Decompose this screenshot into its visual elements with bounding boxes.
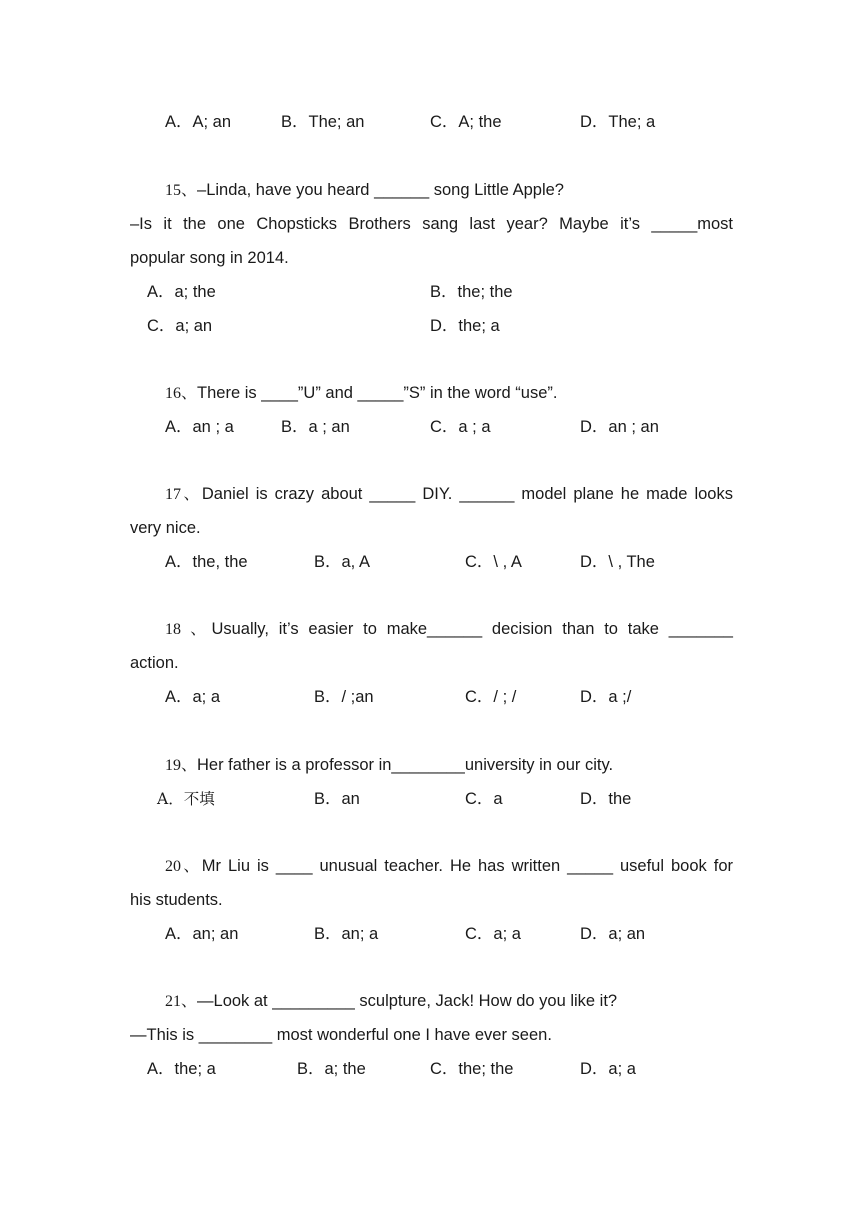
q18-option-c: C．/ ; /	[465, 688, 517, 706]
q21-stem-line1	[165, 991, 617, 1012]
q14-option-b: B．The; an	[281, 113, 365, 131]
q15-number: 15、	[165, 182, 198, 199]
q17-option-d: D．\ , The	[580, 553, 655, 571]
q17-text-1: Daniel is crazy about _____ DIY. ______ model plane he made looks	[201, 485, 733, 503]
q18-text-1: Usually, it’s easier to make______ decision than to take _______	[211, 620, 733, 638]
q20-stem-line2: his students.	[130, 891, 223, 909]
q16-number: 16、	[165, 385, 198, 402]
q18-option-d: D．a ;/	[580, 688, 632, 706]
q18-option-b: B．/ ;an	[314, 688, 374, 706]
q14-option-d: D．The; a	[580, 113, 656, 131]
q17-option-b: B．a, A	[314, 553, 370, 571]
q17-stem-line1	[165, 484, 733, 505]
q15-stem-line1	[165, 180, 564, 201]
q16-option-a: A．an ; a	[165, 418, 234, 436]
q17-option-c: C．\ , A	[465, 553, 522, 571]
q17-option-a: A．the, the	[165, 553, 248, 571]
q18-number: 18 、	[165, 621, 212, 638]
q15-text-1: –Linda, have you heard ______ song Little Apple?	[197, 181, 564, 199]
q16-option-b: B．a ; an	[281, 418, 350, 436]
q21-text-1: —Look at _________ sculpture, Jack! How do you like it?	[197, 992, 618, 1010]
q16-option-c: C．a ; a	[430, 418, 491, 436]
q19-option-b: B．an	[314, 790, 360, 808]
q21-option-c: C．the; the	[430, 1060, 514, 1078]
q15-option-c: C．a; an	[147, 317, 213, 335]
q21-stem-line2: —This is ________ most wonderful one I have ever seen.	[130, 1026, 552, 1044]
q20-number: 20、	[165, 858, 202, 875]
q20-option-d: D．a; an	[580, 925, 646, 943]
q16-stem-line1	[165, 383, 557, 404]
q15-stem-line3: popular song in 2014.	[130, 249, 289, 267]
q21-option-a: A．the; a	[147, 1060, 216, 1078]
q18-stem-line2: action.	[130, 654, 179, 672]
q19-stem-line1	[165, 755, 613, 776]
q19-number: 19、	[165, 757, 198, 774]
q20-option-c: C．a; a	[465, 925, 521, 943]
q19-option-a: A．不填	[157, 790, 215, 808]
q17-number: 17、	[165, 486, 202, 503]
q19-text-1: Her father is a professor in________university in our city.	[197, 756, 614, 774]
q21-number: 21、	[165, 993, 198, 1010]
q15-stem-line2: –Is it the one Chopsticks Brothers sang last year? Maybe it’s _____most	[130, 215, 733, 233]
q20-text-1: Mr Liu is ____ unusual teacher. He has written _____ useful book for	[201, 857, 733, 875]
q20-option-b: B．an; a	[314, 925, 379, 943]
q21-option-d: D．a; a	[580, 1060, 636, 1078]
q16-option-d: D．an ; an	[580, 418, 659, 436]
q14-option-a: A．A; an	[165, 113, 232, 131]
q21-option-b: B．a; the	[297, 1060, 366, 1078]
q20-option-a: A．an; an	[165, 925, 239, 943]
q17-stem-line2: very nice.	[130, 519, 201, 537]
q20-stem-line1	[165, 856, 733, 877]
q16-text-1: There is ____”U” and _____”S” in the word “use”.	[197, 384, 558, 402]
q15-option-a: A．a; the	[147, 283, 216, 301]
q19-option-c: C．a	[465, 790, 503, 808]
q15-option-d: D．the; a	[430, 317, 500, 335]
q19-option-d: D．the	[580, 790, 632, 808]
q14-option-c: C．A; the	[430, 113, 502, 131]
q18-option-a: A．a; a	[165, 688, 221, 706]
q18-stem-line1	[165, 619, 733, 640]
q15-option-b: B．the; the	[430, 283, 513, 301]
